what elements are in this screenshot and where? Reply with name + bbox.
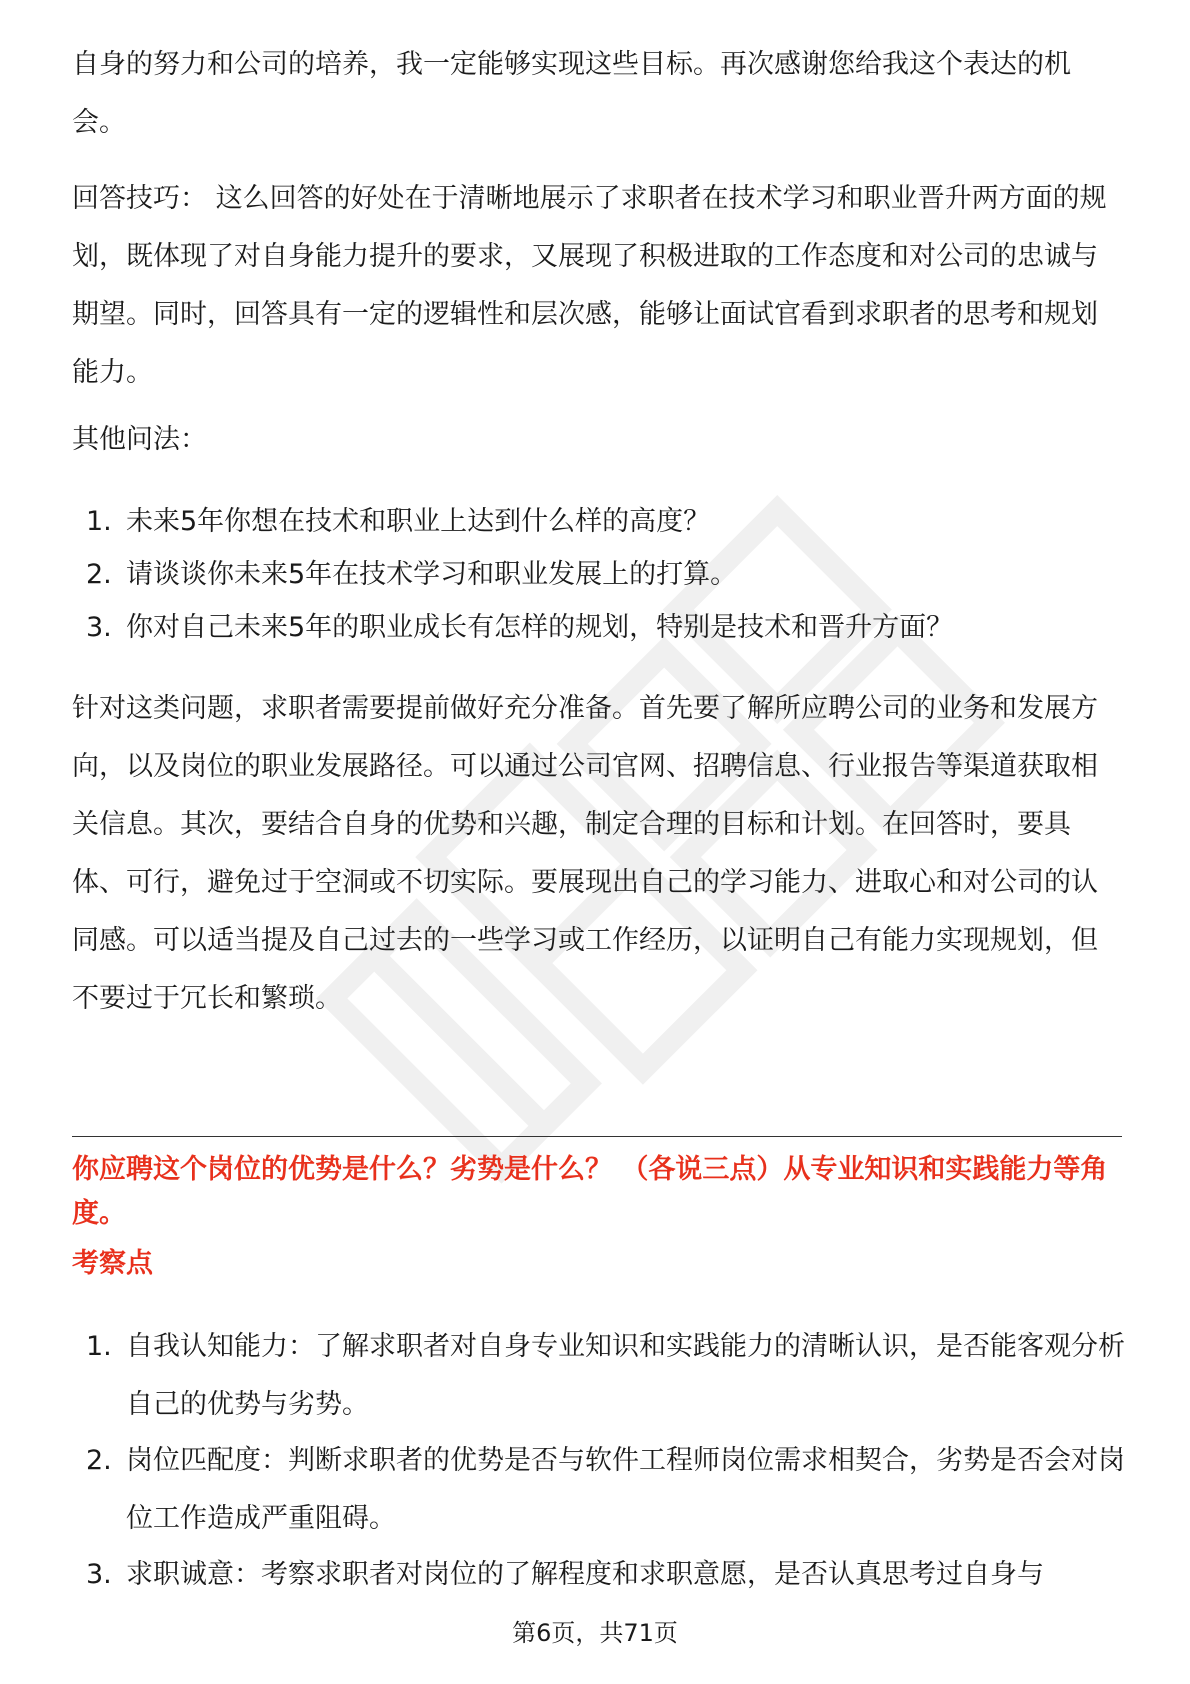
list-text: 未来5年你想在技术和职业上达到什么样的高度？ [126,506,711,537]
other-asks-label: 其他问法： [72,424,207,455]
list-text: 你对自己未来5年的职业成长有怎样的规划，特别是技术和晋升方面？ [126,612,954,643]
list-number: 1. [86,1331,112,1362]
intro-paragraph: 自身的努力和公司的培养，我一定能够实现这些目标。再次感谢您给我这个表达的机会。 [72,49,1071,138]
list-number: 3. [86,1559,112,1590]
inspect-heading: 考察点 [72,1248,153,1279]
list-text: 求职诚意：考察求职者对岗位的了解程度和求职意愿，是否认真思考过自身与 [126,1559,1044,1590]
list-number: 2. [86,1445,112,1476]
list-text: 请谈谈你未来5年在技术学习和职业发展上的打算。 [126,559,738,590]
list-text: 自我认知能力：了解求职者对自身专业知识和实践能力的清晰认识，是否能客观分析自己的优势与劣势。 [126,1331,1125,1420]
tips-paragraph: 回答技巧： 这么回答的好处在于清晰地展示了求职者在技术学习和职业晋升两方面的规划，既体现了对自身能力提升的要求，又展现了积极进取的工作态度和对公司的忠诚与期望。同时，回答具有一定的逻辑性和层次感，能够让面试官看到求职者的思考和规划能力。 [72,183,1107,388]
list-number: 1. [86,506,112,537]
section-divider [72,1136,1122,1137]
advice-paragraph: 针对这类问题，求职者需要提前做好充分准备。首先要了解所应聘公司的业务和发展方向，以及岗位的职业发展路径。可以通过公司官网、招聘信息、行业报告等渠道获取相关信息。其次，要结合自身的优势和兴趣，制定合理的目标和计划。在回答时，要具体、可行，避免过于空洞或不切实际。要展现出自己的学习能力、进取心和对公司的认同感。可以适当提及自己过去的一些学习或工作经历，以证明自己有能力实现规划，但不要过于冗长和繁琐。 [72,693,1098,1014]
list-number: 2. [86,559,112,590]
list-text: 岗位匹配度：判断求职者的优势是否与软件工程师岗位需求相契合，劣势是否会对岗位工作造成严重阻碍。 [126,1445,1125,1534]
list-number: 3. [86,612,112,643]
question-title: 你应聘这个岗位的优势是什么？劣势是什么？ （各说三点）从专业知识和实践能力等角度。 [72,1154,1108,1229]
page-footer: 第6页，共71页 [512,1619,678,1647]
